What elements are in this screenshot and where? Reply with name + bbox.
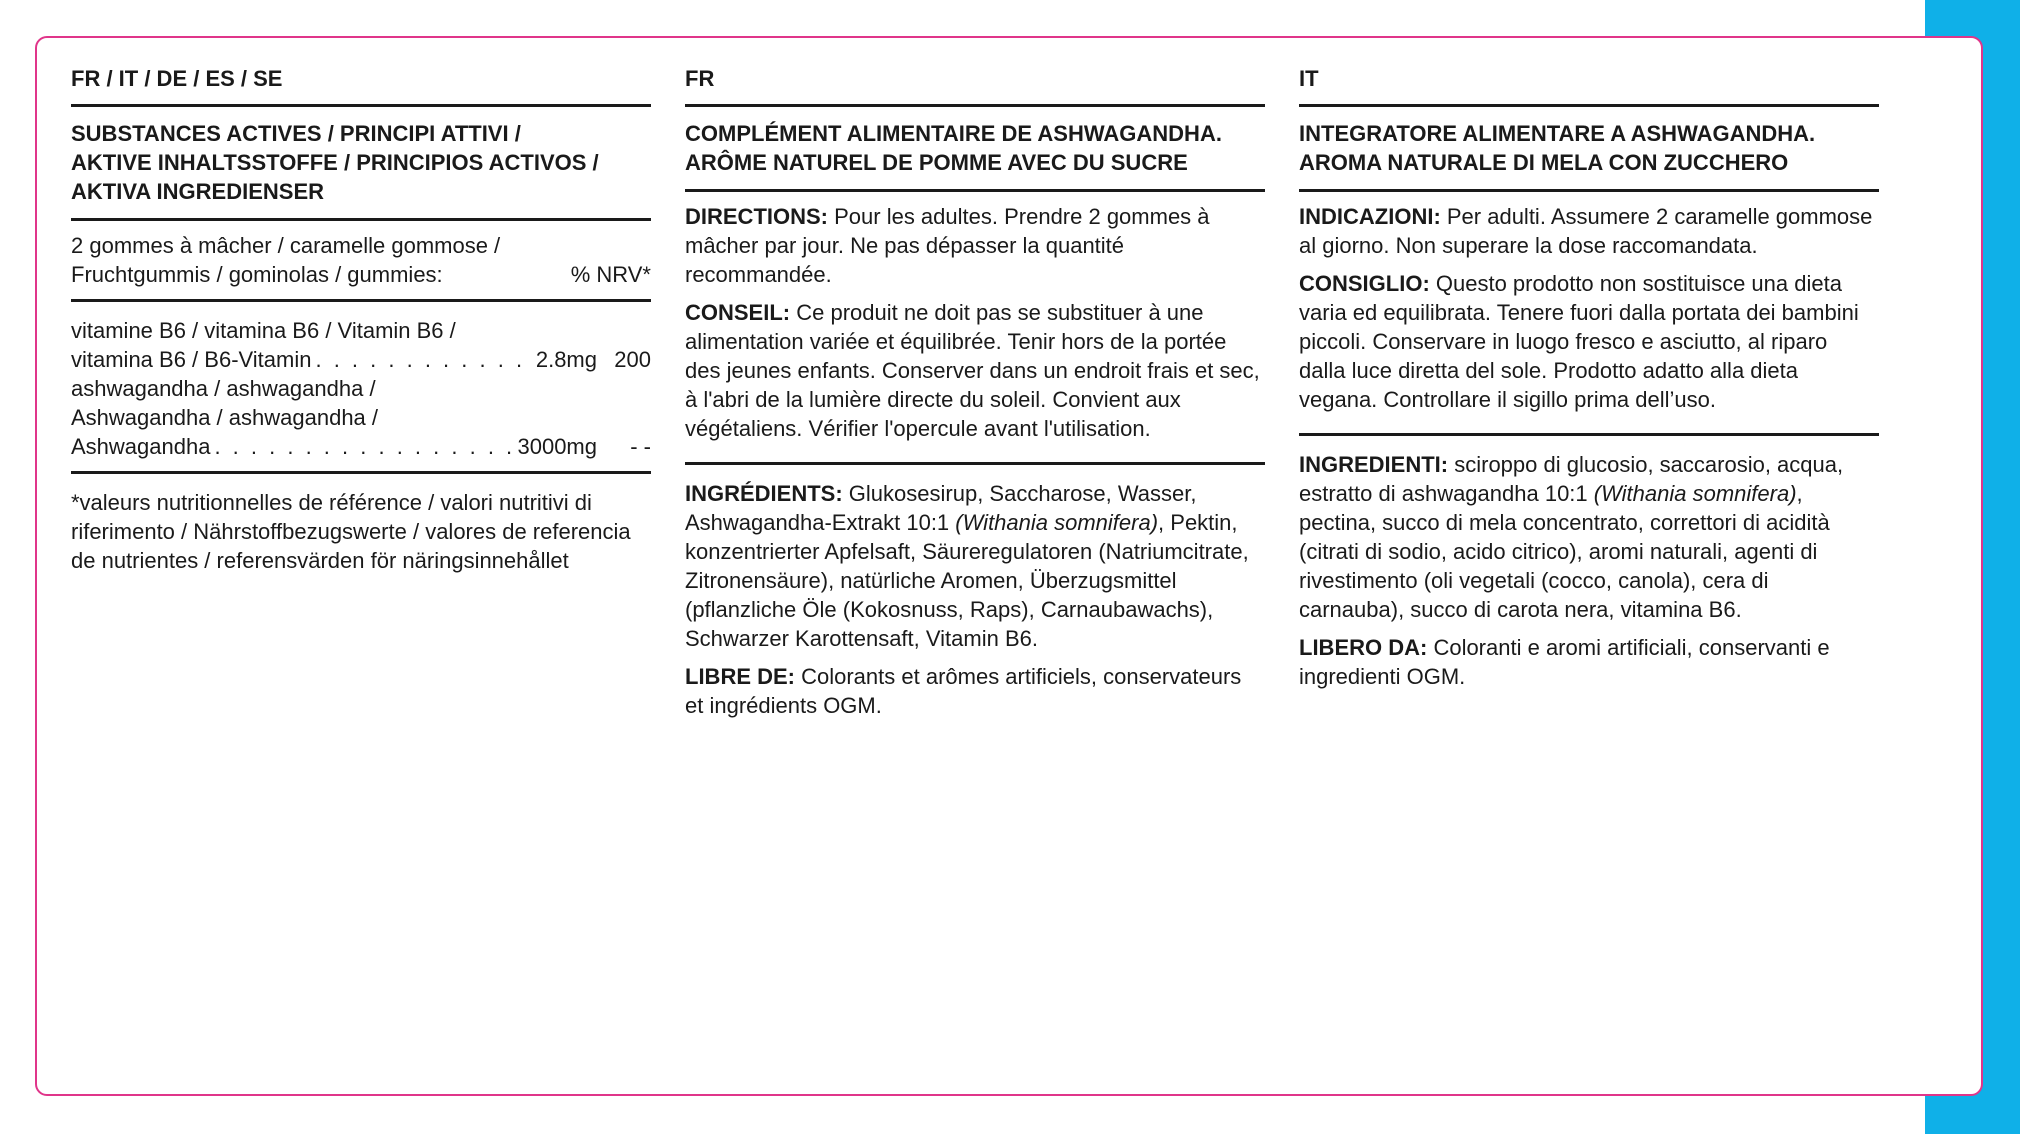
ingredients-latin-name: (Withania somnifera)	[955, 510, 1159, 535]
nutrient-name: vitamine B6 / vitamina B6 / Vitamin B6 /	[71, 318, 456, 343]
serving-line: 2 gommes à mâcher / caramelle gommose /	[71, 233, 501, 258]
nutrient-row	[71, 316, 651, 374]
dot-leader	[315, 345, 531, 374]
product-heading: COMPLÉMENT ALIMENTAIRE DE ASHWAGANDHA. ARÔME NATUREL DE POMME AVEC DU SUCRE	[685, 107, 1265, 192]
active-substances-heading	[71, 107, 651, 221]
nutrient-name: ashwagandha / ashwagandha /	[71, 376, 376, 401]
nrv-header: % NRV*	[570, 262, 651, 287]
usage-block	[1299, 192, 1879, 436]
directions-paragraph	[685, 202, 1265, 289]
heading-line: AKTIVE INHALTSSTOFFE / PRINCIPIOS ACTIVOS /	[71, 150, 599, 175]
free-from-label: LIBERO DA:	[1299, 635, 1428, 660]
product-heading: INTEGRATORE ALIMENTARE A ASHWAGANDHA. AROMA NATURALE DI MELA CON ZUCCHERO	[1299, 107, 1879, 192]
heading-line: AKTIVA INGREDIENSER	[71, 179, 325, 204]
language-codes: FR / IT / DE / ES / SE	[71, 62, 651, 107]
ingredients-paragraph	[1299, 450, 1879, 624]
dot-leader	[214, 432, 513, 461]
french-column	[685, 62, 1265, 739]
ingredients-label: INGRÉDIENTS:	[685, 481, 843, 506]
advice-label: CONSEIL:	[685, 300, 791, 325]
serving-header	[71, 221, 651, 302]
nutrient-name: vitamina B6 / B6-Vitamin	[71, 347, 312, 372]
free-from-label: LIBRE DE:	[685, 664, 795, 689]
nutrient-amount: 2.8mg	[535, 347, 597, 372]
advice-label: CONSIGLIO:	[1299, 271, 1430, 296]
nutrient-name: Ashwagandha / ashwagandha /	[71, 405, 379, 430]
nutrient-name: Ashwagandha	[71, 434, 211, 459]
nutrient-table	[71, 302, 651, 474]
ingredients-latin-name: (Withania somnifera)	[1593, 481, 1797, 506]
nutrient-nrv: - -	[630, 434, 651, 459]
ingredients-text: Glukosesirup, Saccharose, Wasser, Ashwagandha-Extrakt 10:1	[685, 481, 1197, 535]
advice-paragraph	[1299, 269, 1879, 414]
ingredients-paragraph	[685, 479, 1265, 653]
language-code: IT	[1299, 62, 1879, 107]
heading-line: SUBSTANCES ACTIVES / PRINCIPI ATTIVI /	[71, 121, 521, 146]
ingredients-text: , pectina, succo di mela concentrato, correttori di acidità (citrati di sodio, acido citrico), aromi naturali, agenti di rivestimento (oli vegetali (cocco, canola), cera di carnauba), succo di carota nera, vitamina B6.	[1299, 481, 1830, 622]
nutrition-column	[71, 62, 651, 575]
free-from-paragraph	[685, 662, 1265, 720]
ingredients-text: sciroppo di glucosio, saccarosio, acqua, estratto di ashwagandha 10:1	[1299, 452, 1844, 506]
directions-label: INDICAZIONI:	[1299, 204, 1441, 229]
advice-text: Ce produit ne doit pas se substituer à une alimentation variée et équilibrée. Tenir hors de la portée des jeunes enfants. Conserver dans un endroit frais et sec, à l'abri de la lumière directe du soleil. Convient aux végétaliens. Vérifier l'opercule avant l'utilisation.	[685, 300, 1260, 441]
nutrient-nrv: 200	[614, 347, 651, 372]
directions-paragraph	[1299, 202, 1879, 260]
advice-text: Questo prodotto non sostituisce una dieta varia ed equilibrata. Tenere fuori dalla portata dei bambini piccoli. Conservare in luogo fresco e asciutto, al riparo dalla luce diretta del sole. Prodotto adatto alla dieta vegana. Controllare il sigillo prima dell’uso.	[1299, 271, 1859, 412]
italian-column	[1299, 62, 1879, 710]
serving-line: Fruchtgummis / gominolas / gummies:	[71, 262, 443, 287]
usage-block	[685, 192, 1265, 465]
ingredients-block	[1299, 436, 1879, 710]
language-code: FR	[685, 62, 1265, 107]
ingredients-block	[685, 465, 1265, 739]
free-from-text: Coloranti e aromi artificiali, conservanti e ingredienti OGM.	[1299, 635, 1830, 689]
nrv-footnote: *valeurs nutritionnelles de référence / valori nutritivi di riferimento / Nährstoffbezugswerte / valores de referencia de nutrientes / referensvärden för näringsinnehållet	[71, 490, 631, 573]
directions-text: Per adulti. Assumere 2 caramelle gommose al giorno. Non superare la dose raccomandata.	[1299, 204, 1873, 258]
nutrient-amount: 3000mg	[517, 434, 597, 459]
ingredients-text: , Pektin, konzentrierter Apfelsaft, Säureregulatoren (Natriumcitrate, Zitronensäure), natürliche Aromen, Überzugsmittel (pflanzliche Öle (Kokosnuss, Raps), Carnaubawachs), Schwarzer Karottensaft, Vitamin B6.	[685, 510, 1249, 651]
advice-paragraph	[685, 298, 1265, 443]
directions-text: Pour les adultes. Prendre 2 gommes à mâcher par jour. Ne pas dépasser la quantité recommandée.	[685, 204, 1210, 287]
ingredients-label: INGREDIENTI:	[1299, 452, 1449, 477]
free-from-text: Colorants et arômes artificiels, conservateurs et ingrédients OGM.	[685, 664, 1242, 718]
free-from-paragraph	[1299, 633, 1879, 691]
nutrient-row	[71, 374, 651, 461]
directions-label: DIRECTIONS:	[685, 204, 828, 229]
